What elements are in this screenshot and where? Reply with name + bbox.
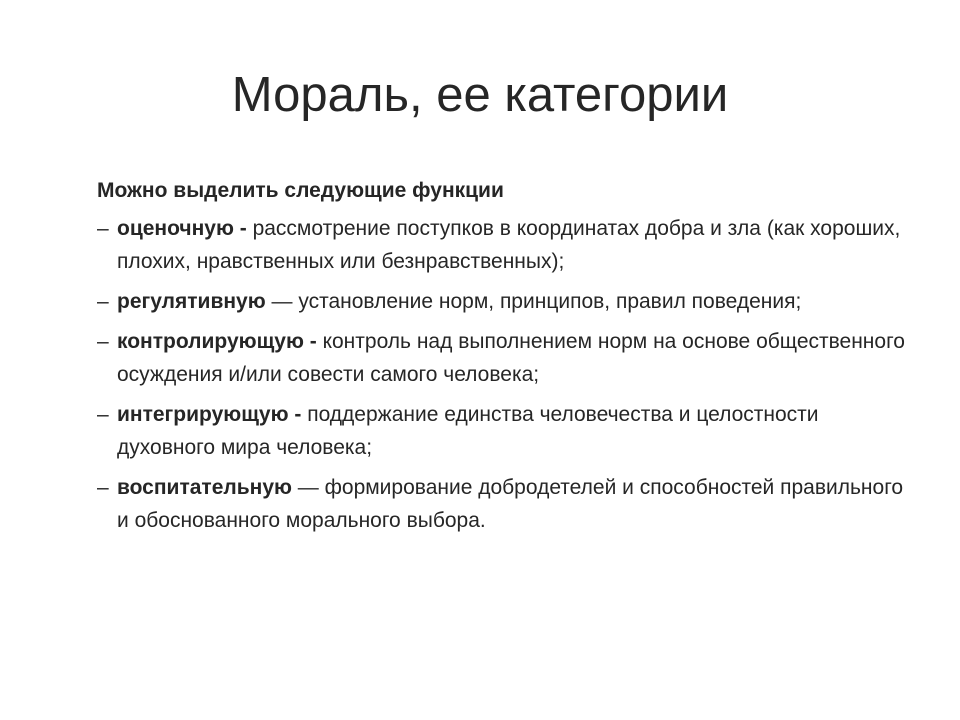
list-item-integrating <box>97 398 917 464</box>
item-text: — установление норм, принципов, правил поведения; <box>265 290 802 313</box>
intro-text: Можно выделить следующие функции <box>97 179 504 202</box>
list-item-evaluative <box>97 212 917 278</box>
bullet-dash: – <box>97 476 109 499</box>
bullet-dash: – <box>97 290 109 313</box>
bullet-dash: – <box>97 403 109 426</box>
item-term: интегрирующую - <box>117 403 302 426</box>
slide-content <box>97 176 917 544</box>
item-text: поддержание единства человечества и целостности духовного мира человека; <box>117 403 819 459</box>
item-text: рассмотрение поступков в координатах добра и зла (как хороших, плохих, нравственных или безнравственных); <box>117 217 901 273</box>
list-item-educational <box>97 471 917 537</box>
item-term: регулятивную <box>117 290 266 313</box>
function-list <box>97 212 917 537</box>
bullet-dash: – <box>97 330 109 353</box>
item-text: — формирование добродетелей и способностей правильного и обоснованного морального выбора. <box>117 476 904 532</box>
item-term: воспитательную <box>117 476 292 499</box>
slide-title: Мораль, ее категории <box>231 68 729 122</box>
item-term: оценочную - <box>117 217 247 240</box>
item-text: контроль над выполнением норм на основе общественного осуждения и/или совести самого человека; <box>117 330 905 386</box>
bullet-dash: – <box>97 217 109 240</box>
list-item-controlling <box>97 325 917 391</box>
list-item-regulative <box>97 285 917 318</box>
item-term: контролирующую - <box>117 330 317 353</box>
